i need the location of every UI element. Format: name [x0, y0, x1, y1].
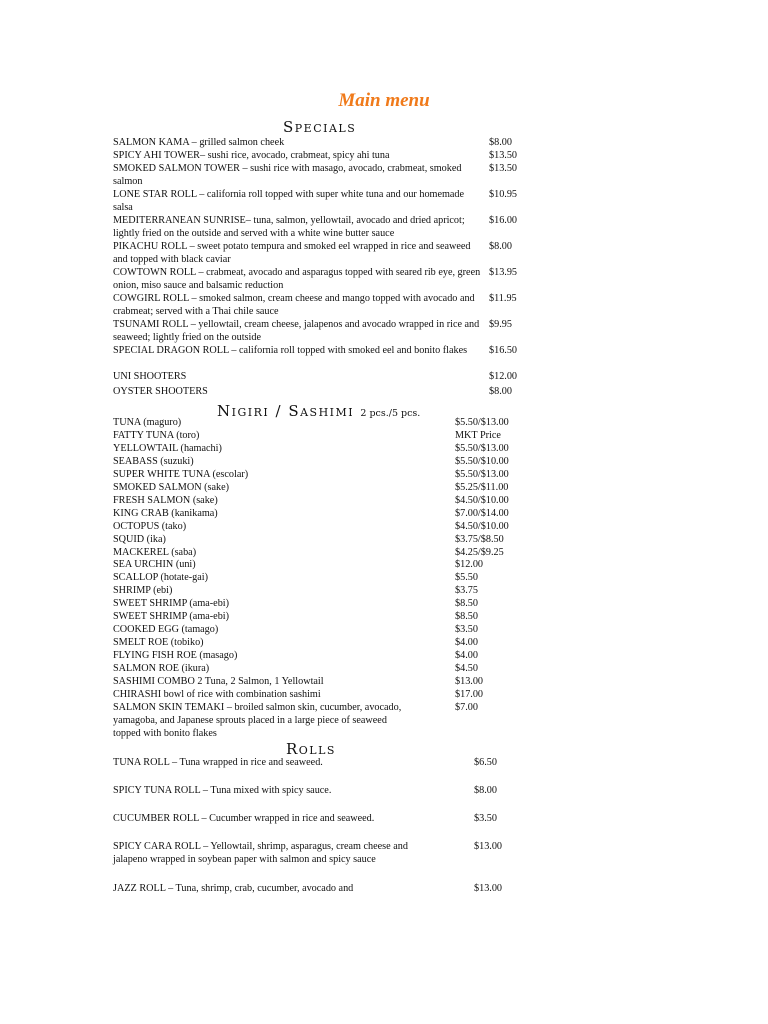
nigiri-item-text: SEABASS (suzuki) — [113, 455, 194, 467]
specials-item-text: SMOKED SALMON TOWER – sushi rice with masago, avocado, crabmeat, smoked salmon — [113, 163, 462, 187]
specials-item-text: COWGIRL ROLL – smoked salmon, cream cheese and mango topped with avocado and crabmeat; served with a Thai chile sauce — [113, 293, 475, 317]
nigiri-item-text: SASHIMI COMBO 2 Tuna, 2 Salmon, 1 Yellowtail — [113, 676, 324, 687]
specials-item-text: UNI SHOOTERS — [113, 371, 187, 382]
nigiri-item-text: SCALLOP (hotate-gai) — [113, 572, 208, 584]
nigiri-item-price: $17.00 — [455, 688, 484, 700]
rolls-item-text: JAZZ ROLL – Tuna, shrimp, crab, cucumber, avocado and — [113, 883, 354, 894]
nigiri-item-price: $3.75 — [455, 585, 478, 597]
nigiri-item-text: MACKEREL (saba) — [113, 546, 197, 558]
nigiri-item-text: SMOKED SALMON (sake) — [113, 481, 230, 493]
specials-item-text: LONE STAR ROLL – california roll topped with super white tuna and our homemade salsa — [113, 189, 465, 213]
nigiri-item-text: KING CRAB (kanikama) — [113, 507, 218, 519]
nigiri-item-price: $4.00 — [455, 637, 478, 649]
specials-item-text: MEDITERRANEAN SUNRISE– tuna, salmon, yellowtail, avocado and dried apricot; lightly fried on the outside and served with a white wine butter sauce — [113, 215, 465, 239]
nigiri-item-price: $5.25/$11.00 — [455, 481, 509, 493]
specials-item-price: $16.50 — [489, 345, 518, 356]
specials-item-price: $8.00 — [489, 137, 512, 148]
nigiri-item-text: OCTOPUS (tako) — [113, 520, 187, 532]
nigiri-item-text: SUPER WHITE TUNA (escolar) — [113, 468, 249, 480]
rolls-heading: Rolls — [286, 740, 336, 758]
specials-item-price: $11.95 — [489, 293, 517, 304]
nigiri-item-price: MKT Price — [455, 429, 501, 441]
nigiri-item-price: $5.50 — [455, 572, 478, 584]
rolls-item-price: $3.50 — [474, 813, 497, 824]
nigiri-item-price: $12.00 — [455, 559, 484, 571]
rolls-item-price: $6.50 — [474, 757, 497, 768]
rolls-item-text: CUCUMBER ROLL – Cucumber wrapped in rice and seaweed. — [113, 813, 375, 824]
nigiri-item-price: $7.00 — [455, 701, 478, 713]
nigiri-item-text: SMELT ROE (tobiko) — [113, 637, 204, 649]
nigiri-item-price: $4.50 — [455, 663, 478, 675]
nigiri-item-price: $8.50 — [455, 598, 478, 610]
nigiri-item-price: $8.50 — [455, 611, 478, 623]
nigiri-item-price: $5.50/$13.00 — [455, 442, 509, 454]
page-title: Main menu — [338, 90, 430, 111]
rolls-item-price: $13.00 — [474, 841, 503, 852]
specials-item-price: $13.50 — [489, 163, 518, 174]
specials-item-price: $16.00 — [489, 215, 518, 226]
nigiri-item-price: $4.00 — [455, 650, 478, 662]
specials-item-price: $8.00 — [489, 386, 512, 397]
nigiri-item-price: $5.50/$13.00 — [455, 468, 509, 480]
nigiri-item-text: SHRIMP (ebi) — [113, 585, 173, 597]
nigiri-item-text: FLYING FISH ROE (masago) — [113, 650, 238, 662]
nigiri-item-text: FRESH SALMON (sake) — [113, 494, 218, 506]
nigiri-item-price: $5.50/$10.00 — [455, 455, 509, 467]
specials-item-text: SPECIAL DRAGON ROLL – california roll topped with smoked eel and bonito flakes — [113, 345, 468, 356]
specials-item-text: TSUNAMI ROLL – yellowtail, cream cheese, jalapenos and avocado wrapped in rice and seaweed; lightly fried on the outside — [113, 319, 480, 343]
nigiri-item-text: SWEET SHRIMP (ama-ebi) — [113, 611, 230, 623]
rolls-item-text: SPICY TUNA ROLL – Tuna mixed with spicy sauce. — [113, 785, 332, 796]
specials-item-text: PIKACHU ROLL – sweet potato tempura and smoked eel wrapped in rice and seaweed and topped with black caviar — [113, 241, 471, 265]
nigiri-item-text: YELLOWTAIL (hamachi) — [113, 442, 222, 454]
specials-item-text: COWTOWN ROLL – crabmeat, avocado and asparagus topped with seared rib eye, green onion, miso sauce and balsamic reduction — [113, 267, 481, 291]
nigiri-item-price: $4.25/$9.25 — [455, 546, 504, 558]
nigiri-item-price: $3.50 — [455, 624, 478, 636]
rolls-item-text: TUNA ROLL – Tuna wrapped in rice and seaweed. — [113, 757, 323, 768]
specials-item-price: $8.00 — [489, 241, 512, 252]
nigiri-heading-text: Nigiri / Sashimi — [217, 402, 355, 420]
rolls-item-text: SPICY CARA ROLL – Yellowtail, shrimp, asparagus, cream cheese and jalapeno wrapped in soybean paper with salmon and spicy sauce — [113, 841, 408, 865]
nigiri-item-text: SWEET SHRIMP (ama-ebi) — [113, 598, 230, 610]
specials-item-text: SPICY AHI TOWER– sushi rice, avocado, crabmeat, spicy ahi tuna — [113, 150, 390, 161]
nigiri-item-price: $7.00/$14.00 — [455, 507, 509, 519]
nigiri-item-price: $5.50/$13.00 — [455, 417, 509, 428]
specials-item-price: $10.95 — [489, 189, 518, 200]
specials-item-price: $13.50 — [489, 150, 518, 161]
specials-item-price: $12.00 — [489, 371, 518, 382]
nigiri-item-text: SQUID (ika) — [113, 533, 166, 545]
nigiri-pieces-note: 2 pcs./5 pcs. — [360, 408, 421, 419]
nigiri-item-text: FATTY TUNA (toro) — [113, 429, 200, 441]
specials-heading: Specials — [283, 118, 357, 136]
nigiri-item-price: $3.75/$8.50 — [455, 533, 504, 545]
nigiri-item-text: SALMON ROE (ikura) — [113, 663, 210, 675]
specials-item-text: OYSTER SHOOTERS — [113, 386, 208, 397]
nigiri-item-price: $13.00 — [455, 676, 484, 687]
nigiri-item-text: CHIRASHI bowl of rice with combination sashimi — [113, 688, 321, 700]
specials-item-text: SALMON KAMA – grilled salmon cheek — [113, 137, 285, 148]
specials-item-price: $13.95 — [489, 267, 518, 278]
specials-item-price: $9.95 — [489, 319, 512, 330]
nigiri-item-text: TUNA (maguro) — [113, 417, 182, 428]
nigiri-item-price: $4.50/$10.00 — [455, 494, 509, 506]
rolls-item-price: $8.00 — [474, 785, 497, 796]
nigiri-item-text: SEA URCHIN (uni) — [113, 559, 196, 571]
nigiri-item-text: SALMON SKIN TEMAKI – broiled salmon skin, cucumber, avocado, yamagoba, and Japanese sprouts placed in a large piece of seaweed topped with bonito flakes — [113, 701, 402, 739]
nigiri-item-text: COOKED EGG (tamago) — [113, 624, 219, 636]
rolls-item-price: $13.00 — [474, 883, 503, 894]
nigiri-item-price: $4.50/$10.00 — [455, 520, 509, 532]
